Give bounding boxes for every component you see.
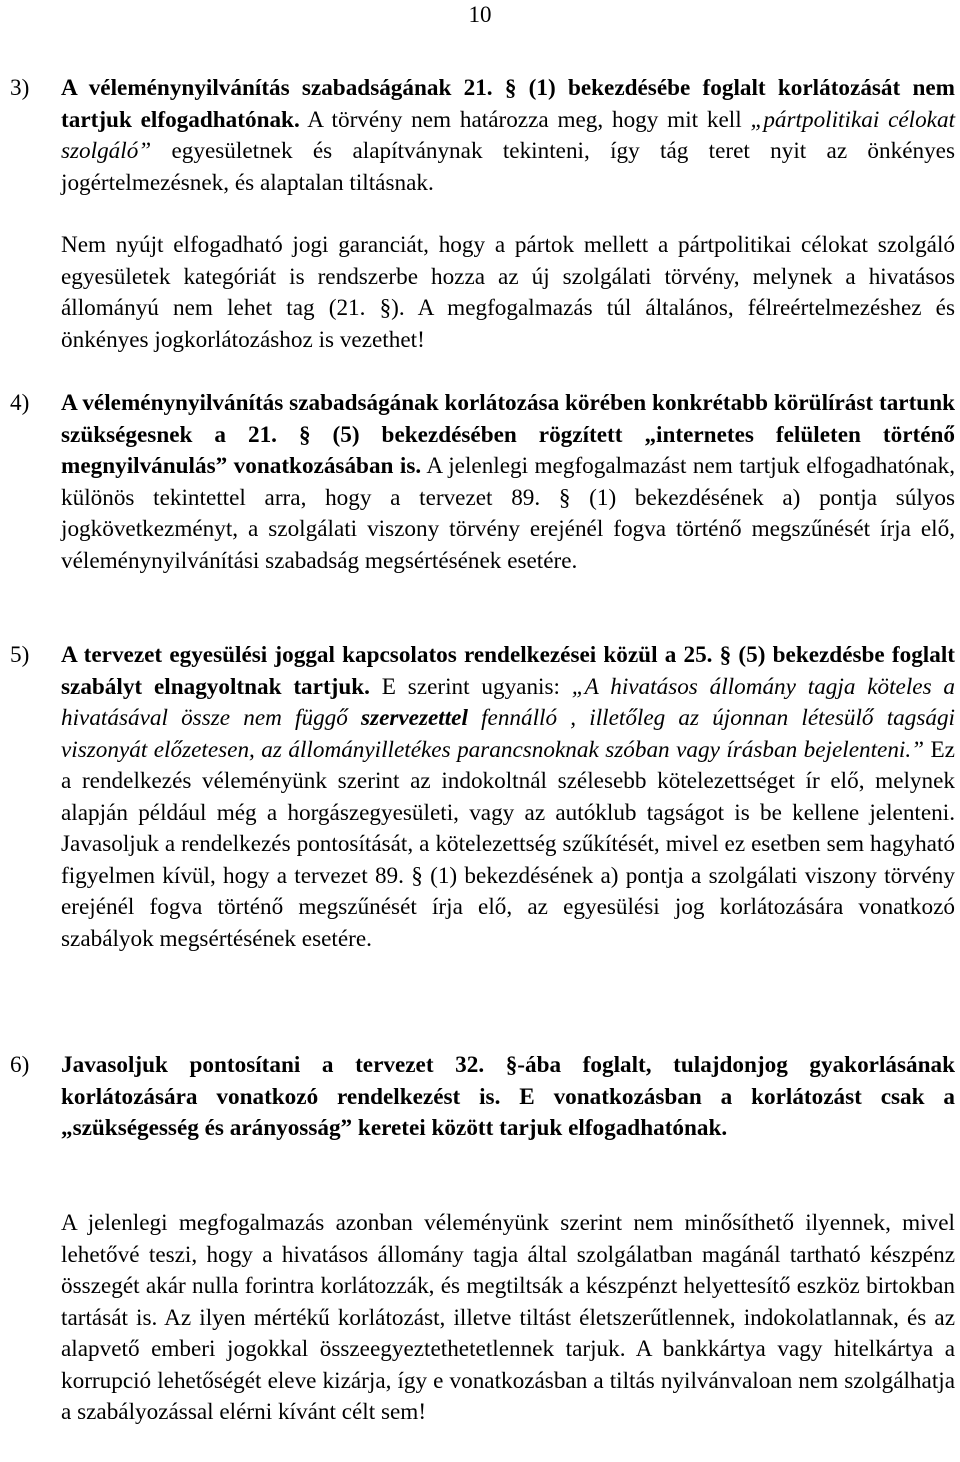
item-text: Ez a rendelkezés véleményünk szerint az indokoltnál szélesebb kötelezettséget ír elő, melynek alapján például még a horgászegyesületi, vagy az autóklub tagságot is be kellene jelenteni. Javasoljuk a rendelkezés pontosítását, a kötelezettség szűkítését, mivel ez esetben sem hagyható figyelmen kívül, hogy a tervezet 89. § (1) bekezdésének a) pontja a szolgálati viszony törvény erejénél fogva történő megszűnését írja elő, az egyesülési jog korlátozására vonatkozó szabályok megsértésének esetére. [61,736,955,952]
item-bold-text: A tervezet egyesülési joggal kapcsolatos rendelkezései közül a 25. § (5) bekezdésbe foglalt szabályt elnagyoltnak tartjuk. [61,642,955,700]
item-number: 4) [10,390,30,416]
item-body [61,73,955,199]
item-bold-text: Javasoljuk pontosítani a tervezet 32. §-ába foglalt, tulajdonjog gyakorlásának korlátozására vonatkozó rendelkezést is. E vonatkozásban a korlátozást csak a „szükségesség és arányosság” keretei között tarjuk elfogadhatónak. [61,1052,955,1141]
list-item-6 [10,1050,955,1145]
page-number: 10 [468,2,492,27]
item-bold-text: A véleménynyilvánítás szabadságának korlátozása körében konkrétabb körülírást tartunk szükségesnek a 21. § (5) bekezdésében rögzített „internetes felületen történő megnyilvánulás” vonatkozásában is. [61,390,955,479]
item-italic-text: fennálló , illetőleg az újonnan létesülő tagsági viszonyát előzetesen, az állományilletékes parancsnoknak szóban vagy írásban bejelenteni.” [61,705,955,763]
item-number: 3) [10,75,30,101]
list-item-4 [10,388,955,577]
item-number: 5) [10,642,30,668]
item-body [61,388,955,577]
item-text: E szerint ugyanis: [369,673,572,700]
item-body [61,1050,955,1145]
paragraph: Nem nyújt elfogadható jogi garanciát, hogy a pártok mellett a pártpolitikai célokat szolgáló egyesületek kategóriát is rendszerbe hozza az új szolgálati törvény, melynek a hivatásos állományú nem lehet tag (21. §). A megfogalmazás túl általános, félreértelmezéshez és önkényes jogkorlátozáshoz is vezethet! [61,232,955,353]
paragraph: A jelenlegi megfogalmazás azonban véleményünk szerint nem minősíthető ilyennek, mivel lehetővé teszi, hogy a hivatásos állomány tagja által szolgálatban magánál tartható készpénz összegét akár nulla forintra korlátozzák, és megtiltsák a készpénzt helyettesítő eszköz birtokban tartását is. Az ilyen mértékű korlátozást, illetve tiltást életszerűtlennek, indokolatlannak, és az alapvető emberi jogokkal összeegyeztethetetlennek tarjuk. A bankkártya vagy hitelkártya a korrupció lehetőségét eleve kizárja, így e vonatkozásban a tiltás nyilvánvaloan nem szolgálhatja a szabályozással elérni kívánt célt sem! [61,1210,955,1425]
item-body [61,640,955,955]
item-italic-text: „A hivatásos állomány tagja köteles a hivatásával össze nem függő [61,673,956,731]
item-number: 6) [10,1052,30,1078]
item-text: A jelenlegi megfogalmazást nem tartjuk elfogadhatónak, különös tekintettel arra, hogy a tervezet 89. § (1) bekezdésének a) pontja súlyos jogkövetkezményt, a szolgálati viszony törvény erejénél fogva történő megszűnését írja elő, véleménynyilvánítási szabadság megsértésének esetére. [61,453,955,574]
list-item-5 [10,640,955,955]
item-bold-text: A véleménynyilvánítás szabadságának 21. § (1) bekezdésébe foglalt korlátozását nem tartjuk elfogadhatónak. [61,75,955,133]
list-item-3 [10,73,955,199]
item-text: egyesületnek és alapítványnak tekinteni, így tág teret nyit az önkényes jogértelmezésnek, és alaptalan tiltásnak. [61,138,955,196]
item-bold-italic-text: szervezettel [361,705,468,731]
item-italic-text: „pártpolitikai célokat szolgáló” [61,106,956,164]
item-text: A törvény nem határozza meg, hogy mit kell [299,106,751,133]
